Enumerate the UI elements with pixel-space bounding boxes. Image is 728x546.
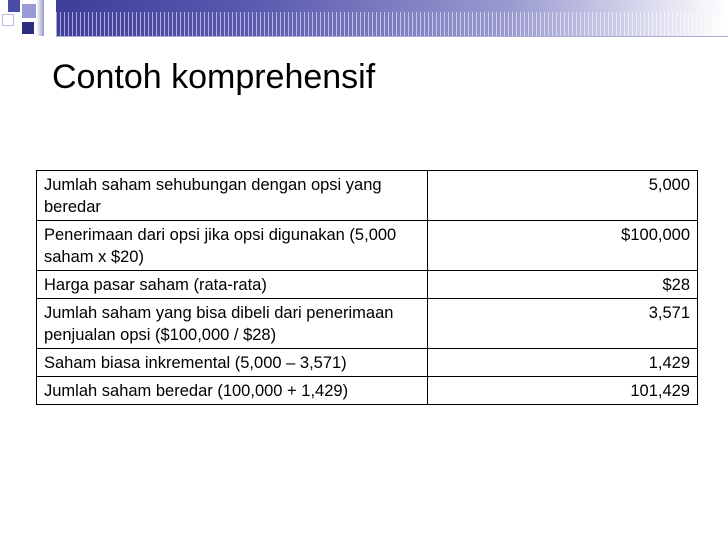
table-row xyxy=(37,377,698,405)
decoration-square-icon xyxy=(22,4,36,18)
calculation-table xyxy=(36,170,698,405)
row-label: Penerimaan dari opsi jika opsi digunakan (5,000 saham x $20) xyxy=(37,221,428,271)
slide-title: Contoh komprehensif xyxy=(52,58,376,96)
row-label: Jumlah saham yang bisa dibeli dari penerimaan penjualan opsi ($100,000 / $28) xyxy=(37,299,428,349)
row-value: 1,429 xyxy=(428,349,698,377)
row-value: $28 xyxy=(428,271,698,299)
row-label: Jumlah saham beredar (100,000 + 1,429) xyxy=(37,377,428,405)
row-value: 5,000 xyxy=(428,171,698,221)
table-row xyxy=(37,349,698,377)
row-label: Harga pasar saham (rata-rata) xyxy=(37,271,428,299)
decoration-square-icon xyxy=(22,22,34,34)
table-row xyxy=(37,271,698,299)
row-label: Saham biasa inkremental (5,000 – 3,571) xyxy=(37,349,428,377)
header-decoration-gap xyxy=(44,0,56,36)
table-row xyxy=(37,221,698,271)
decoration-square-icon xyxy=(8,0,20,12)
row-value: 101,429 xyxy=(428,377,698,405)
decoration-square-icon xyxy=(2,14,14,26)
row-value: $100,000 xyxy=(428,221,698,271)
row-value: 3,571 xyxy=(428,299,698,349)
table-row xyxy=(37,299,698,349)
header-decoration-stripes xyxy=(56,12,728,36)
header-divider-line xyxy=(56,36,728,37)
row-label: Jumlah saham sehubungan dengan opsi yang beredar xyxy=(37,171,428,221)
table-row xyxy=(37,171,698,221)
